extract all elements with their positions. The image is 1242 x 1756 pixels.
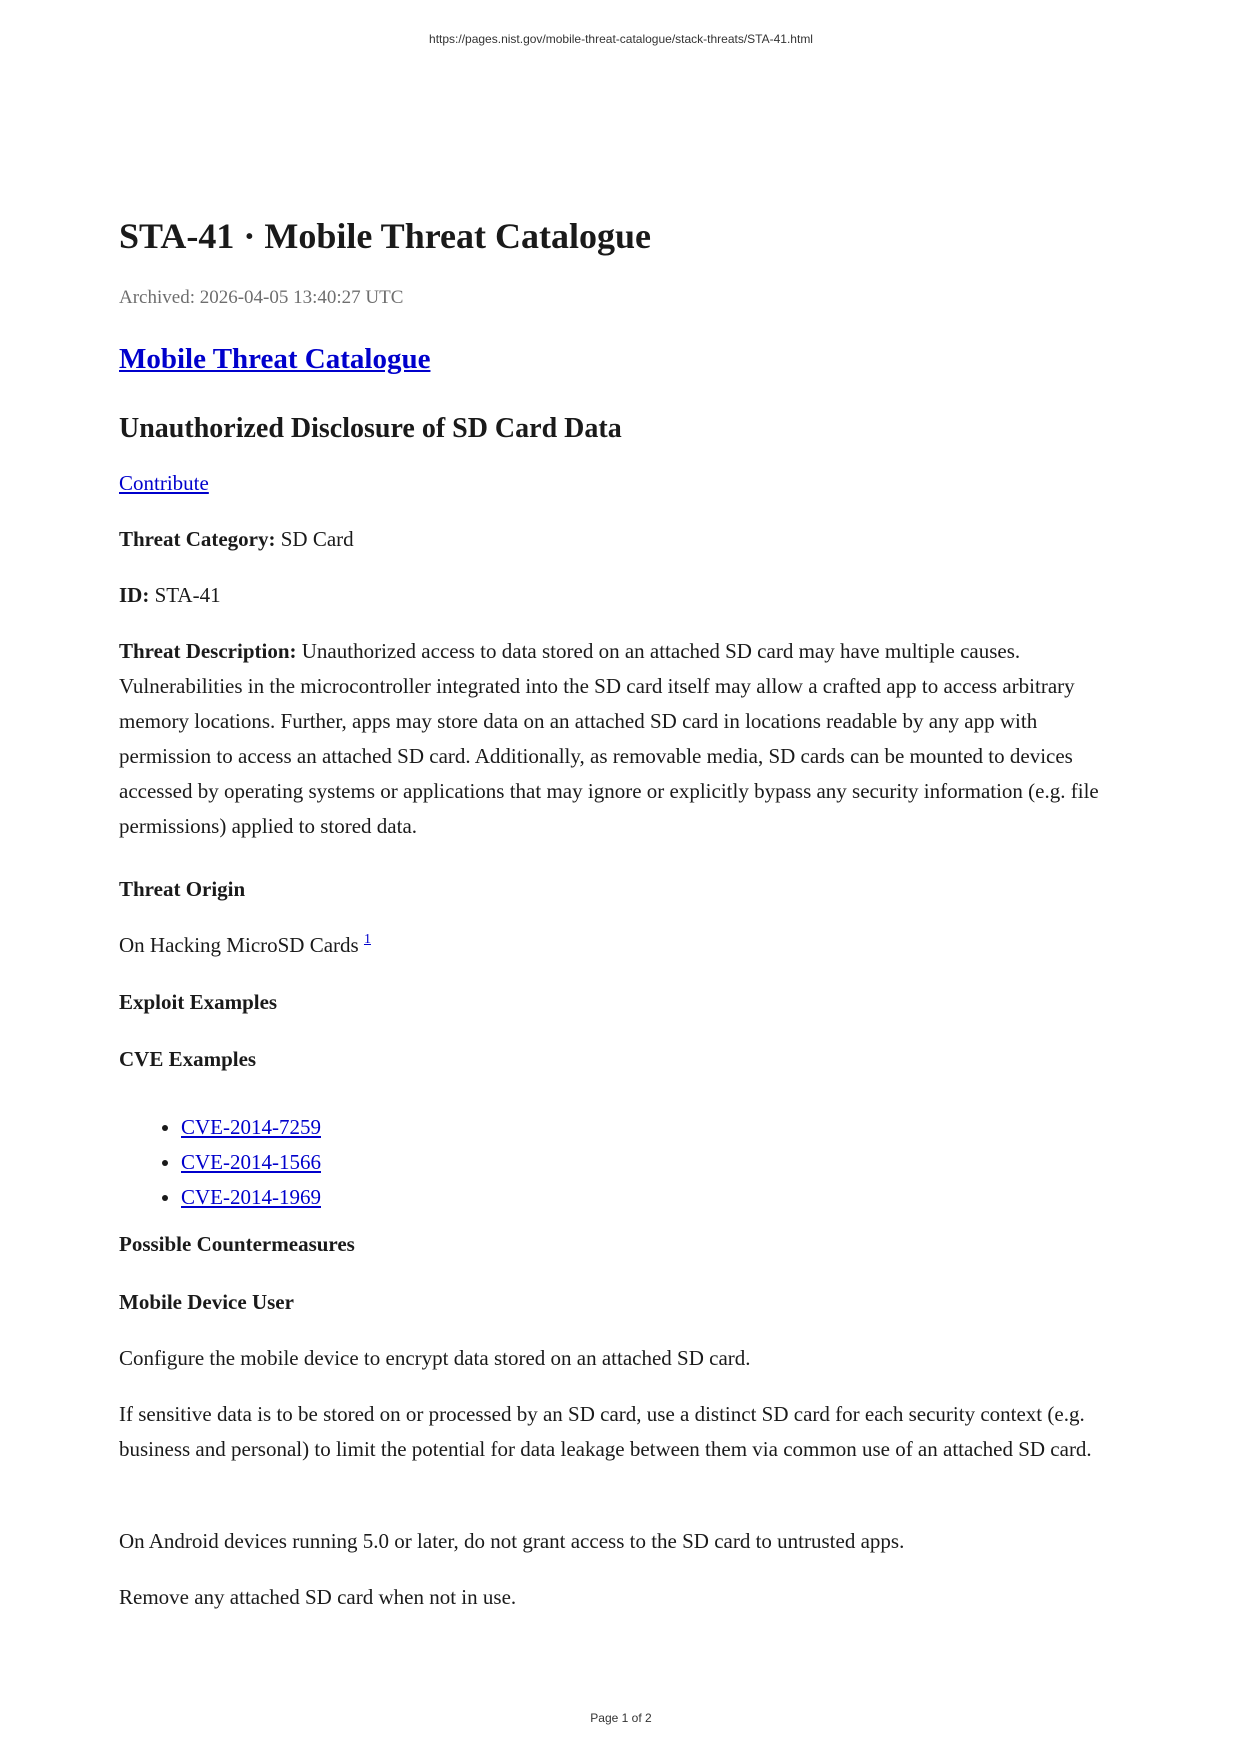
threat-title: Unauthorized Disclosure of SD Card Data xyxy=(119,413,622,444)
contribute-paragraph xyxy=(119,466,1124,501)
countermeasure-paragraph: If sensitive data is to be stored on or processed by an SD card, use a distinct SD card for each security context (e.g. business and personal) to limit the potential for data leakage between them via common use of an attached SD card. xyxy=(119,1402,1092,1461)
mobile-device-user-heading: Mobile Device User xyxy=(119,1290,294,1314)
print-footer-page-number: Page 1 of 2 xyxy=(590,1711,652,1725)
print-header-url: https://pages.nist.gov/mobile-threat-catalogue/stack-threats/STA-41.html xyxy=(429,32,813,46)
threat-origin-source: On Hacking MicroSD Cards xyxy=(119,933,364,957)
threat-description xyxy=(119,634,1124,844)
threat-category-label: Threat Category: xyxy=(119,527,276,551)
threat-category-value: SD Card xyxy=(275,527,354,551)
contribute-link[interactable]: Contribute xyxy=(119,471,209,495)
threat-origin-text xyxy=(119,928,1124,963)
countermeasure-paragraph: Remove any attached SD card when not in use. xyxy=(119,1585,517,1609)
cve-link[interactable]: CVE-2014-7259 xyxy=(181,1115,321,1139)
threat-origin-heading: Threat Origin xyxy=(119,877,246,901)
cve-list xyxy=(119,1110,321,1215)
possible-countermeasures-heading: Possible Countermeasures xyxy=(119,1232,355,1256)
archived-timestamp: Archived: 2026-04-05 13:40:27 UTC xyxy=(119,287,404,308)
page-title: STA-41 · Mobile Threat Catalogue xyxy=(119,216,652,256)
cve-link[interactable]: CVE-2014-1566 xyxy=(181,1150,321,1174)
countermeasure-paragraph: On Android devices running 5.0 or later, do not grant access to the SD card to untrusted apps. xyxy=(119,1529,905,1553)
threat-id xyxy=(119,578,1124,613)
threat-category xyxy=(119,522,1124,557)
list-item xyxy=(181,1180,321,1215)
threat-id-label: ID: xyxy=(119,583,150,607)
site-heading xyxy=(119,341,430,377)
list-item xyxy=(181,1145,321,1180)
footnote-link[interactable]: 1 xyxy=(363,932,371,947)
threat-id-value: STA-41 xyxy=(149,583,221,607)
countermeasure-paragraph: Configure the mobile device to encrypt data stored on an attached SD card. xyxy=(119,1346,751,1370)
threat-description-label: Threat Description: xyxy=(119,639,297,663)
threat-description-value: Unauthorized access to data stored on an attached SD card may have multiple causes. Vulnerabilities in the microcontroller integrated into the SD card itself may allow a crafted app to access arbitrary memory locations. Further, apps may store data on an attached SD card in locations readable by any app with permission to access an attached SD card. Additionally, as removable media, SD cards can be mounted to devices accessed by operating systems or applications that may ignore or explicitly bypass any security information (e.g. file permissions) applied to stored data. xyxy=(119,639,1099,838)
cve-examples-heading: CVE Examples xyxy=(119,1047,257,1071)
mobile-threat-catalogue-link[interactable]: Mobile Threat Catalogue xyxy=(119,343,431,375)
list-item xyxy=(181,1110,321,1145)
exploit-examples-heading: Exploit Examples xyxy=(119,990,278,1014)
cve-link[interactable]: CVE-2014-1969 xyxy=(181,1185,321,1209)
